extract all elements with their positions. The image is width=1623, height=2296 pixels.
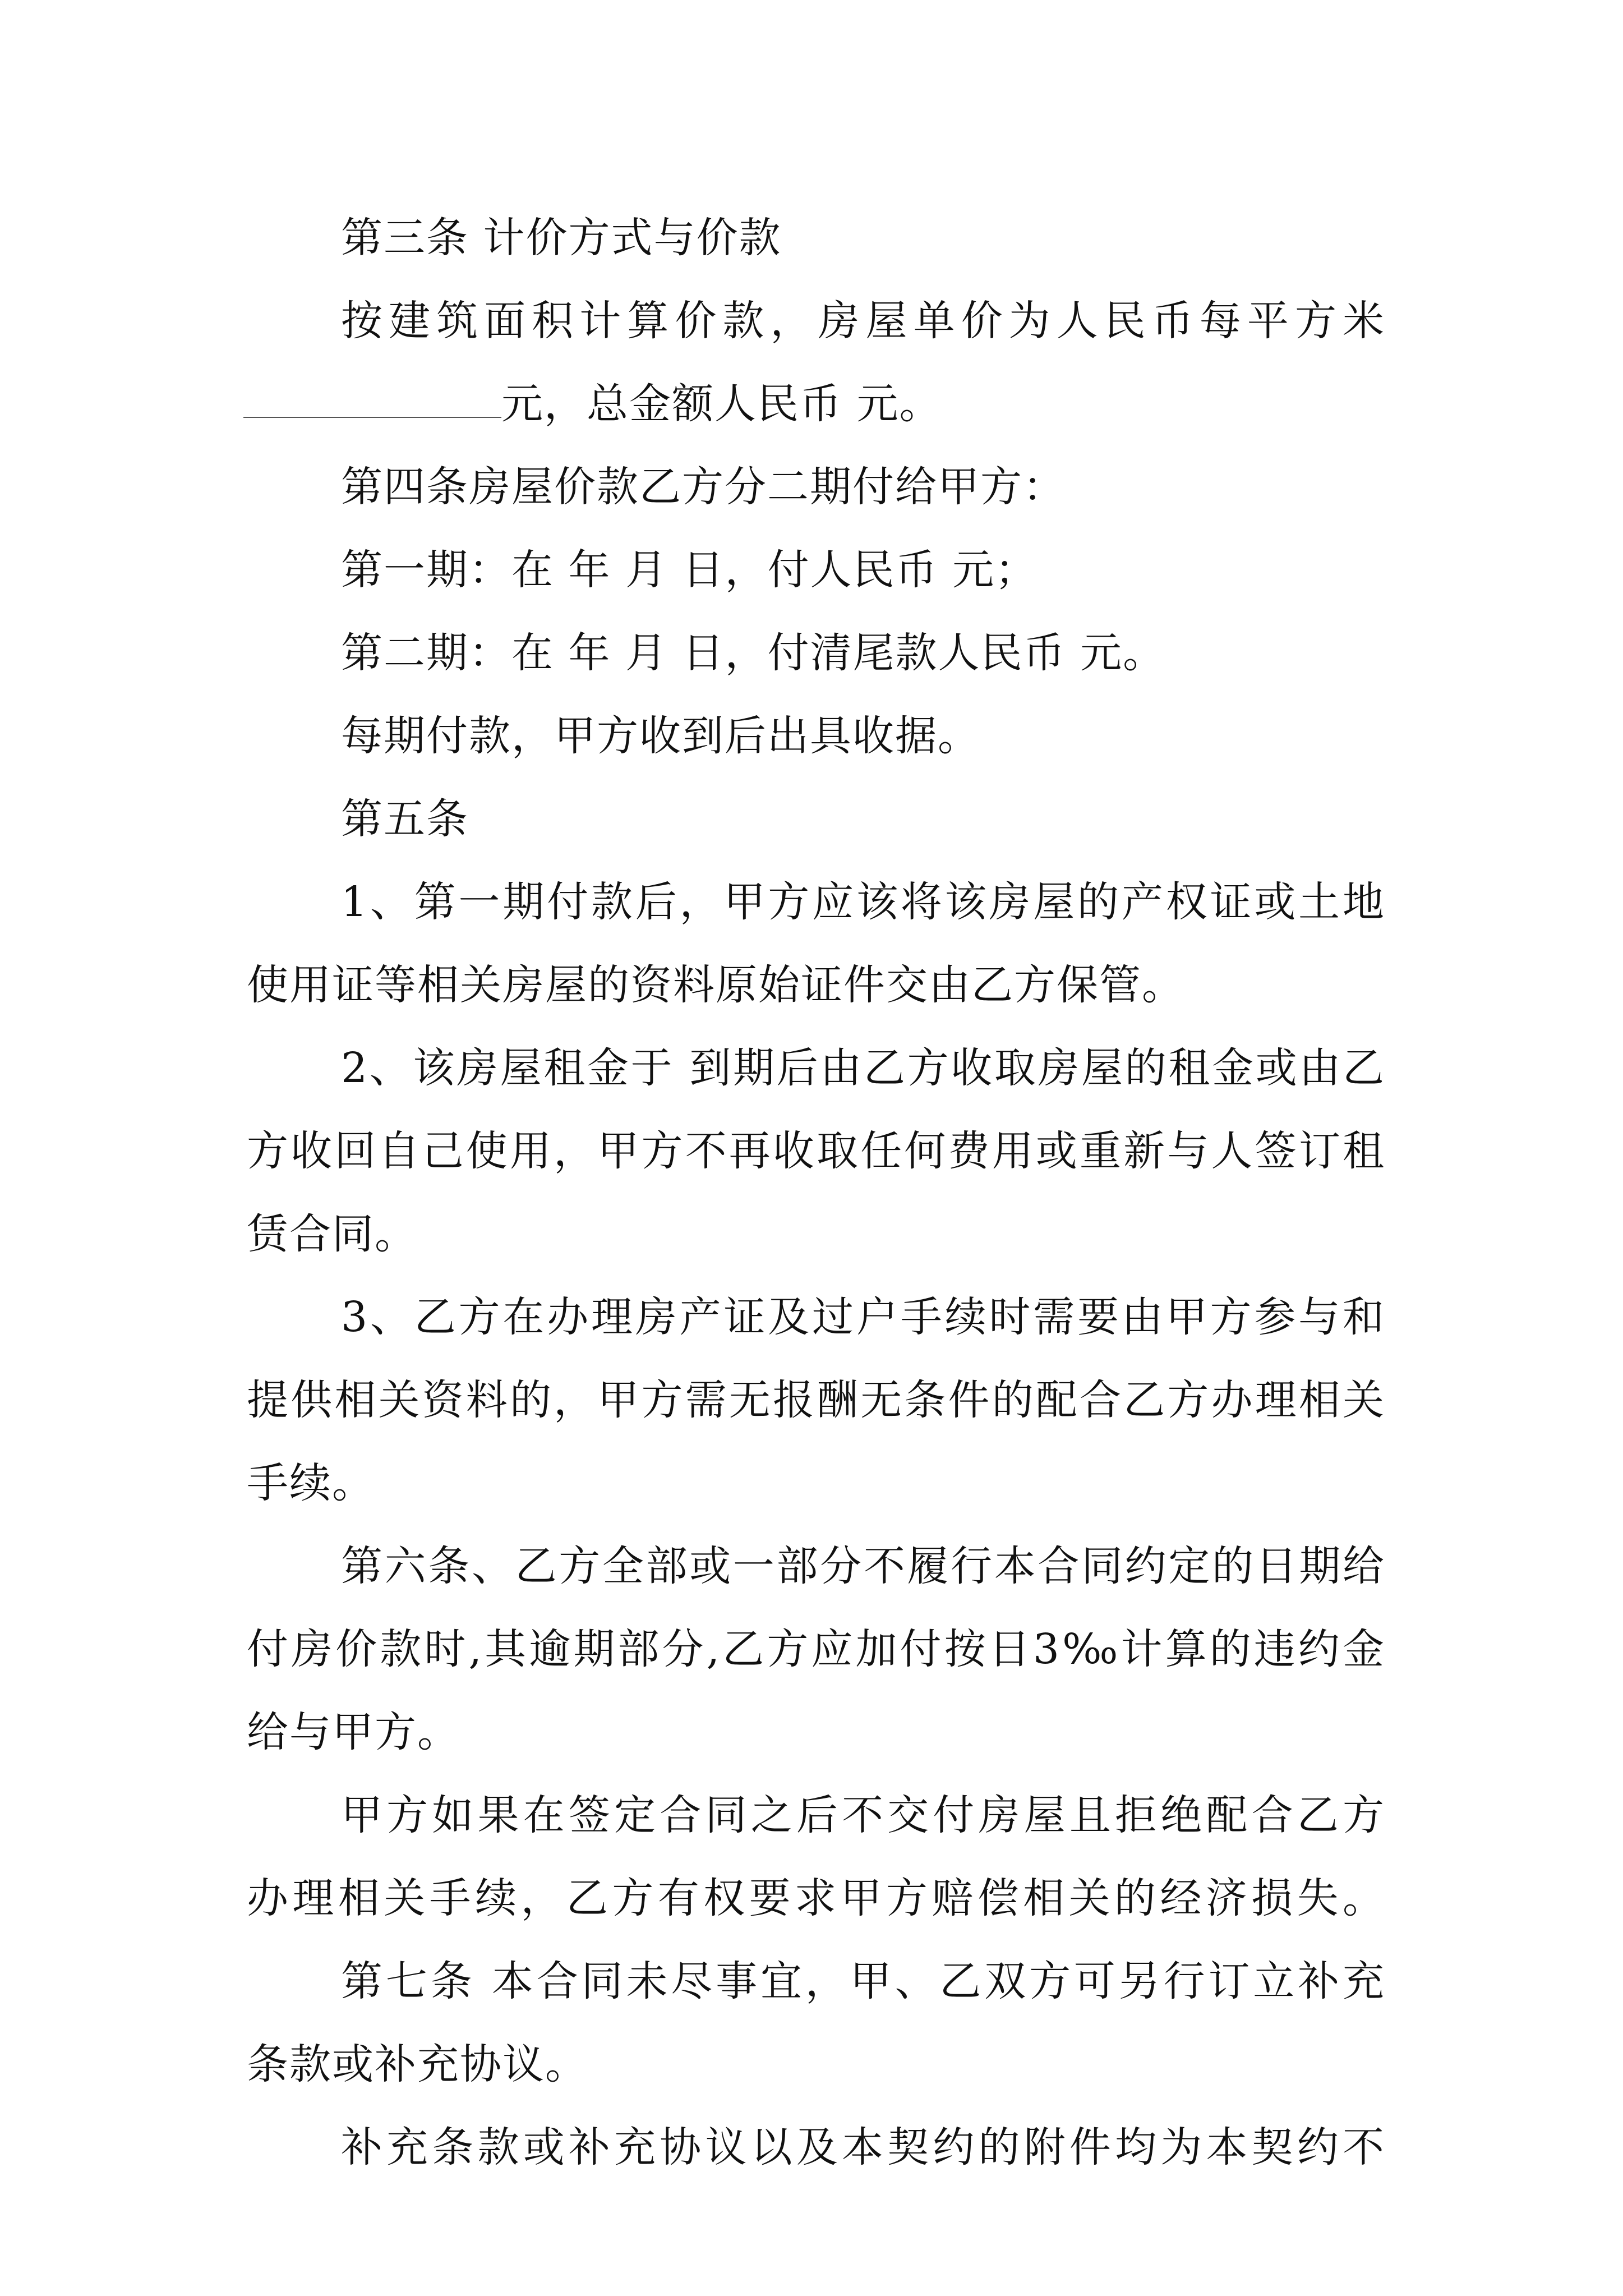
text-line: 付房价款时,其逾期部分,乙方应加付按日3‰计算的违约金 bbox=[247, 1625, 1385, 1673]
text-line: 手续。 bbox=[247, 1459, 375, 1507]
text-line: 每期付款，甲方收到后出具收据。 bbox=[341, 712, 980, 760]
text-line: 第一期：在 年 月 日，付人民币 元； bbox=[341, 546, 1038, 594]
text-line: 赁合同。 bbox=[247, 1210, 417, 1258]
text-line: 甲方如果在签定合同之后不交付房屋且拒绝配合乙方 bbox=[341, 1791, 1385, 1839]
text-line: 3、乙方在办理房产证及过户手续时需要由甲方参与和 bbox=[341, 1293, 1385, 1341]
text-line: 第七条 本合同未尽事宜，甲、乙双方可另行订立补充 bbox=[341, 1957, 1385, 2005]
text-line: 第三条 计价方式与价款 bbox=[341, 214, 782, 262]
text-line: 第四条房屋价款乙方分二期付给甲方： bbox=[341, 463, 1066, 511]
text-line: 提供相关资料的，甲方需无报酬无条件的配合乙方办理相关 bbox=[247, 1376, 1385, 1424]
text-line: 使用证等相关房屋的资料原始证件交由乙方保管。 bbox=[247, 961, 1184, 1009]
text-segment: 元，总金额人民币 元。 bbox=[501, 380, 942, 428]
fill-in-blank bbox=[243, 383, 501, 418]
text-line: 2、该房屋租金于 到期后由乙方收取房屋的租金或由乙 bbox=[341, 1044, 1385, 1092]
text-line: 第二期：在 年 月 日，付清尾款人民币 元。 bbox=[341, 629, 1166, 677]
text-line: 方收回自己使用，甲方不再收取任何费用或重新与人签订租 bbox=[247, 1127, 1385, 1175]
text-line: 1、第一期付款后，甲方应该将该房屋的产权证或土地 bbox=[341, 878, 1385, 926]
text-line: 第六条、乙方全部或一部分不履行本合同约定的日期给 bbox=[341, 1542, 1385, 1590]
text-line: 给与甲方。 bbox=[247, 1708, 460, 1756]
text-line: 按建筑面积计算价款，房屋单价为人民币每平方米 bbox=[341, 297, 1385, 345]
text-line: 办理相关手续，乙方有权要求甲方赔偿相关的经济损失。 bbox=[247, 1874, 1385, 1922]
text-line: 条款或补充协议。 bbox=[247, 2040, 588, 2088]
document-page bbox=[247, 196, 1385, 2189]
text-line: 第五条 bbox=[341, 795, 469, 843]
text-line: 补充条款或补充协议以及本契约的附件均为本契约不 bbox=[341, 2123, 1385, 2171]
text-line bbox=[243, 362, 1385, 445]
